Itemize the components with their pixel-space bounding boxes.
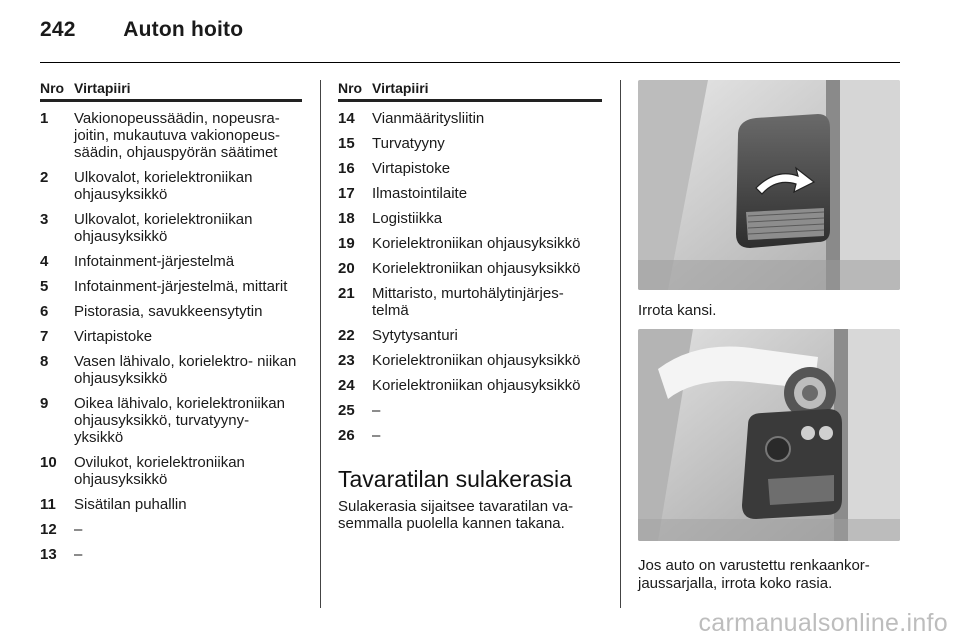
page-title: Auton hoito — [123, 18, 244, 41]
table-row — [338, 427, 602, 444]
row-text: Korielektroniikan ohjausyksikkö — [372, 352, 581, 369]
col-header-nro: Nro — [40, 80, 65, 96]
table-row — [40, 521, 302, 538]
fuse-table-left — [40, 80, 302, 563]
row-number: 1 — [40, 110, 49, 127]
table-row — [40, 278, 302, 295]
row-text: Vianmääritysliitin — [372, 110, 485, 127]
row-text: – — [372, 427, 381, 444]
row-text: Turvatyyny — [372, 135, 445, 152]
table-row — [40, 169, 302, 203]
table-rows — [338, 110, 602, 444]
page-header — [40, 18, 243, 42]
page-number: 242 — [40, 18, 76, 41]
row-text: Virtapistoke — [74, 328, 153, 345]
row-number: 10 — [40, 454, 57, 471]
col-header-circuit: Virtapiiri — [372, 80, 429, 96]
row-number: 6 — [40, 303, 49, 320]
row-text: Korielektroniikan ohjausyksikkö — [372, 235, 581, 252]
row-number: 3 — [40, 211, 49, 228]
row-number: 13 — [40, 546, 57, 563]
section-body: Sulakerasia sijaitsee tavaratilan va- semmalla puolella kannen takana. — [338, 498, 574, 532]
row-number: 15 — [338, 135, 355, 152]
col-header-circuit: Virtapiiri — [74, 80, 131, 96]
fuse-box-removed-illustration — [638, 329, 900, 541]
table-row — [338, 260, 602, 277]
caption-remove-cover: Irrota kansi. — [638, 302, 717, 319]
row-number: 9 — [40, 395, 49, 412]
table-row — [338, 210, 602, 227]
table-row — [338, 402, 602, 419]
row-number: 2 — [40, 169, 49, 186]
header-rule — [40, 62, 900, 63]
row-text: Oikea lähivalo, korielektroniikan ohjausyksikkö, turvatyyny- yksikkö — [74, 395, 285, 446]
row-text: Ovilukot, korielektroniikan ohjausyksikkö — [74, 454, 245, 488]
row-text: Logistiikka — [372, 210, 443, 227]
row-text: Ulkovalot, korielektroniikan ohjausyksikkö — [74, 211, 253, 245]
row-number: 4 — [40, 253, 49, 270]
row-text: Pistorasia, savukkeensytytin — [74, 303, 263, 320]
table-row — [40, 546, 302, 563]
watermark: carmanualsonline.info — [698, 609, 948, 637]
table-row — [338, 110, 602, 127]
table-row — [40, 496, 302, 513]
caption-remove-box: Jos auto on varustettu renkaankor- jaussarjalla, irrota koko rasia. — [638, 557, 870, 592]
table-header — [40, 80, 302, 102]
row-text: – — [372, 402, 381, 419]
fuse-table-right — [338, 80, 602, 532]
row-number: 19 — [338, 235, 355, 252]
table-row — [40, 253, 302, 270]
section-title: Tavaratilan sulakerasia — [338, 466, 572, 492]
table-rows — [40, 110, 302, 563]
table-row — [40, 328, 302, 345]
table-row — [338, 185, 602, 202]
row-text: Korielektroniikan ohjausyksikkö — [372, 377, 581, 394]
row-number: 23 — [338, 352, 355, 369]
row-number: 12 — [40, 521, 57, 538]
row-number: 11 — [40, 496, 56, 513]
row-text: Sisätilan puhallin — [74, 496, 187, 513]
row-text: Sytytysanturi — [372, 327, 458, 344]
table-row — [338, 135, 602, 152]
row-text: Infotainment-järjestelmä, mittarit — [74, 278, 288, 295]
row-text: Infotainment-järjestelmä — [74, 253, 235, 270]
table-row — [338, 352, 602, 369]
table-row — [338, 327, 602, 344]
row-text: – — [74, 546, 83, 563]
row-text: Ulkovalot, korielektroniikan ohjausyksikkö — [74, 169, 253, 203]
fuse-box-cover-photo — [638, 80, 900, 290]
table-row — [40, 454, 302, 488]
table-row — [40, 303, 302, 320]
row-number: 8 — [40, 353, 49, 370]
row-number: 14 — [338, 110, 355, 127]
table-row — [338, 160, 602, 177]
row-text: Vasen lähivalo, korielektro- niikan ohjausyksikkö — [74, 353, 297, 387]
table-header — [338, 80, 602, 102]
table-row — [40, 110, 302, 161]
row-number: 24 — [338, 377, 355, 394]
row-text: – — [74, 521, 83, 538]
table-row — [338, 377, 602, 394]
row-number: 20 — [338, 260, 355, 277]
row-text: Mittaristo, murtohälytinjärjes- telmä — [372, 285, 564, 319]
row-number: 7 — [40, 328, 49, 345]
row-number: 18 — [338, 210, 355, 227]
table-row — [40, 353, 302, 387]
row-text: Vakionopeussäädin, nopeusra- joitin, mukautuva vakionopeus- säädin, ohjauspyörän säätimet — [74, 110, 280, 161]
fuse-box-removed-photo — [638, 329, 900, 541]
table-row — [338, 285, 602, 319]
row-number: 25 — [338, 402, 355, 419]
row-text: Ilmastointilaite — [372, 185, 468, 202]
col-header-nro: Nro — [338, 80, 363, 96]
column-divider — [320, 80, 321, 608]
row-number: 16 — [338, 160, 355, 177]
fuse-box-cover-illustration — [638, 80, 900, 290]
table-row — [40, 211, 302, 245]
row-number: 21 — [338, 285, 355, 302]
row-number: 5 — [40, 278, 49, 295]
row-text: Virtapistoke — [372, 160, 451, 177]
row-number: 17 — [338, 185, 355, 202]
row-number: 26 — [338, 427, 355, 444]
row-text: Korielektroniikan ohjausyksikkö — [372, 260, 581, 277]
table-row — [40, 395, 302, 446]
row-number: 22 — [338, 327, 355, 344]
column-divider — [620, 80, 621, 608]
table-row — [338, 235, 602, 252]
